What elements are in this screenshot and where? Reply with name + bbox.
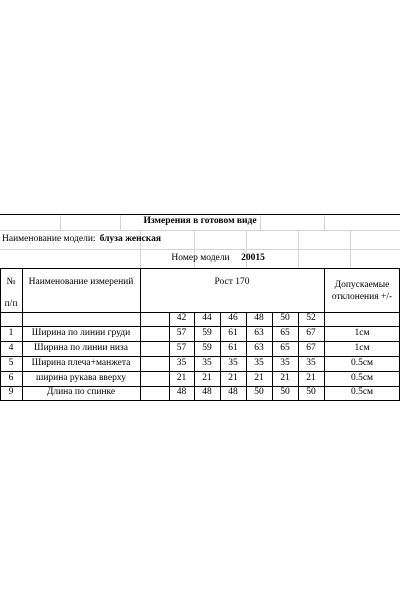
- measurement-value: 35: [280, 357, 290, 368]
- measurement-value: 67: [306, 342, 316, 353]
- measurement-value: 50: [280, 387, 290, 398]
- page-title: Измерения в готовом виде: [143, 216, 257, 227]
- row-number: 9: [8, 387, 14, 398]
- table-row-border: [0, 400, 400, 401]
- size-header: 50: [280, 313, 290, 324]
- measurement-value: 65: [280, 342, 290, 353]
- measurement-value: 63: [254, 342, 264, 353]
- model-name-label: Наименование модели:: [2, 233, 96, 244]
- measurement-value: 67: [306, 327, 316, 338]
- measurement-value: 63: [254, 327, 264, 338]
- measurement-value: 21: [254, 372, 264, 383]
- tolerance-header-line1: Допускаемые: [334, 280, 390, 291]
- measurement-value: 35: [176, 357, 187, 368]
- row-number: 6: [8, 372, 14, 383]
- measurement-value: 21: [176, 372, 187, 383]
- measurement-name: Ширина по линии низа: [34, 342, 128, 353]
- model-name-value: блуза женская: [99, 233, 161, 244]
- size-header: 48: [254, 313, 264, 324]
- measurement-header: Наименование измерений: [28, 277, 134, 288]
- measurement-name: Ширина по линии груди: [31, 327, 131, 338]
- measurement-name: ширина рукава вверху: [36, 372, 126, 383]
- size-header: 42: [176, 313, 187, 324]
- tolerance-value: 0.5см: [350, 372, 374, 383]
- size-header: 52: [306, 313, 316, 324]
- row-number: 4: [8, 342, 14, 353]
- measurement-value: 48: [202, 387, 212, 398]
- tolerance-value: 0.5см: [350, 357, 374, 368]
- row-number: 5: [8, 357, 14, 368]
- size-header: 46: [228, 313, 238, 324]
- measurement-name: Ширина плеча+манжета: [31, 357, 131, 368]
- measurement-value: 21: [280, 372, 290, 383]
- model-number-value: 20015: [241, 252, 265, 263]
- measurement-value: 21: [306, 372, 316, 383]
- model-name-row: [0, 230, 300, 249]
- measurement-value: 35: [202, 357, 212, 368]
- measurement-value: 35: [306, 357, 316, 368]
- size-header: 44: [202, 313, 212, 324]
- measurement-value: 35: [254, 357, 264, 368]
- measurement-value: 61: [228, 327, 238, 338]
- measurement-value: 48: [228, 387, 238, 398]
- tolerance-value: 0.5см: [350, 387, 374, 398]
- tolerance-header-line2: отклонения +/-: [331, 292, 393, 303]
- measurement-value: 65: [280, 327, 290, 338]
- measurement-value: 50: [306, 387, 316, 398]
- model-number-label: Номер модели: [171, 252, 230, 263]
- grid-line: [350, 230, 351, 268]
- height-header: Рост 170: [214, 277, 250, 288]
- measurement-value: 61: [228, 342, 238, 353]
- measurement-value: 57: [176, 327, 187, 338]
- measurement-value: 21: [202, 372, 212, 383]
- tolerance-value: 1см: [354, 342, 370, 353]
- num-header-sub: п/п: [4, 299, 18, 310]
- row-number: 1: [8, 327, 14, 338]
- measurement-value: 50: [254, 387, 264, 398]
- tolerance-value: 1см: [354, 327, 370, 338]
- measurement-value: 48: [176, 387, 187, 398]
- measurement-value: 59: [202, 327, 212, 338]
- num-header-symbol: №: [6, 277, 16, 288]
- measurement-value: 57: [176, 342, 187, 353]
- measurement-name: Длина по спинке: [46, 387, 116, 398]
- measurement-value: 21: [228, 372, 238, 383]
- measurement-value: 59: [202, 342, 212, 353]
- measurement-value: 35: [228, 357, 238, 368]
